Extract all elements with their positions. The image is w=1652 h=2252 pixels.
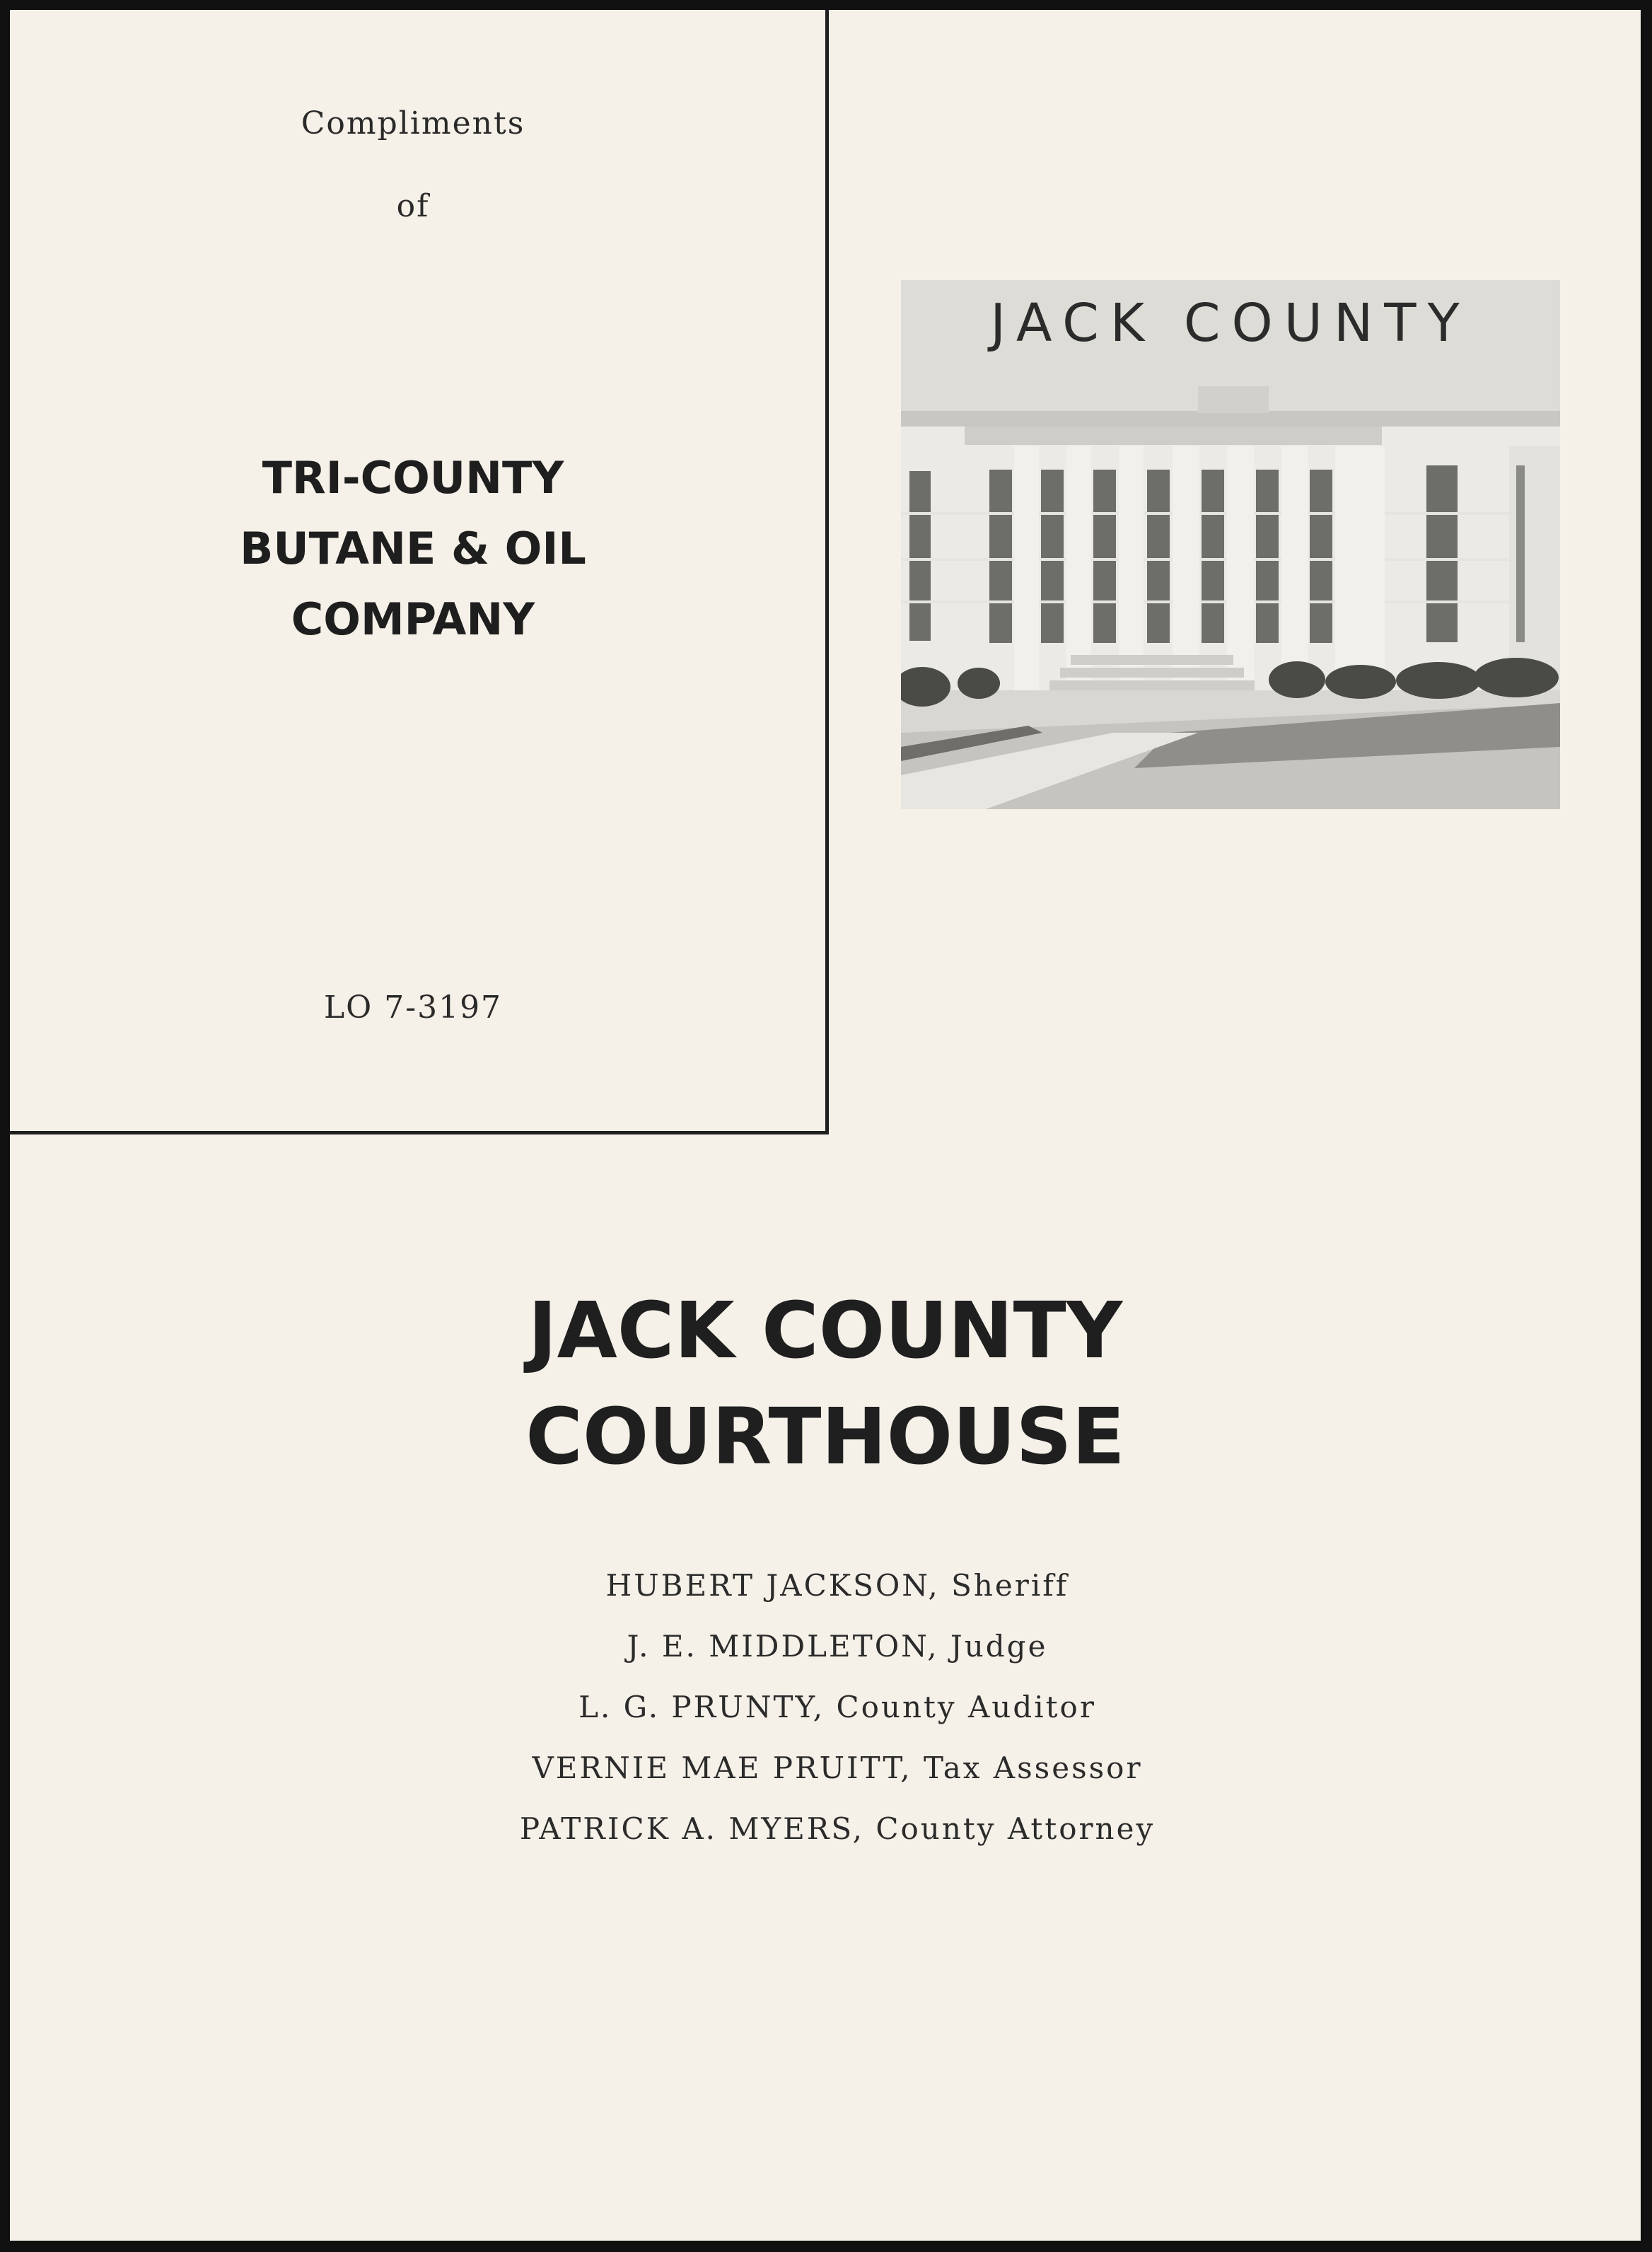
- ad-company-line-3: COMPANY: [291, 593, 535, 645]
- ad-phone: LO 7-3197: [323, 989, 503, 1026]
- ad-company-line-1: TRI-COUNTY: [262, 452, 564, 504]
- yearbook-page: [10, 10, 1641, 2241]
- courthouse-building-image: [901, 280, 1560, 809]
- official-entry: HUBERT JACKSON, Sheriff: [605, 1568, 1069, 1603]
- ad-of: of: [396, 188, 430, 224]
- ad-compliments: Compliments: [301, 105, 525, 141]
- officials-list: [10, 1555, 1641, 1859]
- official-entry: VERNIE MAE PRUITT, Tax Assessor: [532, 1751, 1143, 1785]
- advertisement-box: [10, 10, 829, 1134]
- page-title-line-2: COURTHOUSE: [525, 1391, 1125, 1482]
- official-entry: PATRICK A. MYERS, County Attorney: [519, 1811, 1156, 1846]
- page-title-line-1: JACK COUNTY: [528, 1285, 1123, 1376]
- official-entry: L. G. PRUNTY, County Auditor: [578, 1690, 1096, 1724]
- photo-caption: JACK COUNTY: [990, 293, 1471, 354]
- ad-company-line-2: BUTANE & OIL: [240, 523, 586, 574]
- courthouse-photo: [901, 280, 1560, 809]
- official-entry: J. E. MIDDLETON, Judge: [627, 1629, 1048, 1664]
